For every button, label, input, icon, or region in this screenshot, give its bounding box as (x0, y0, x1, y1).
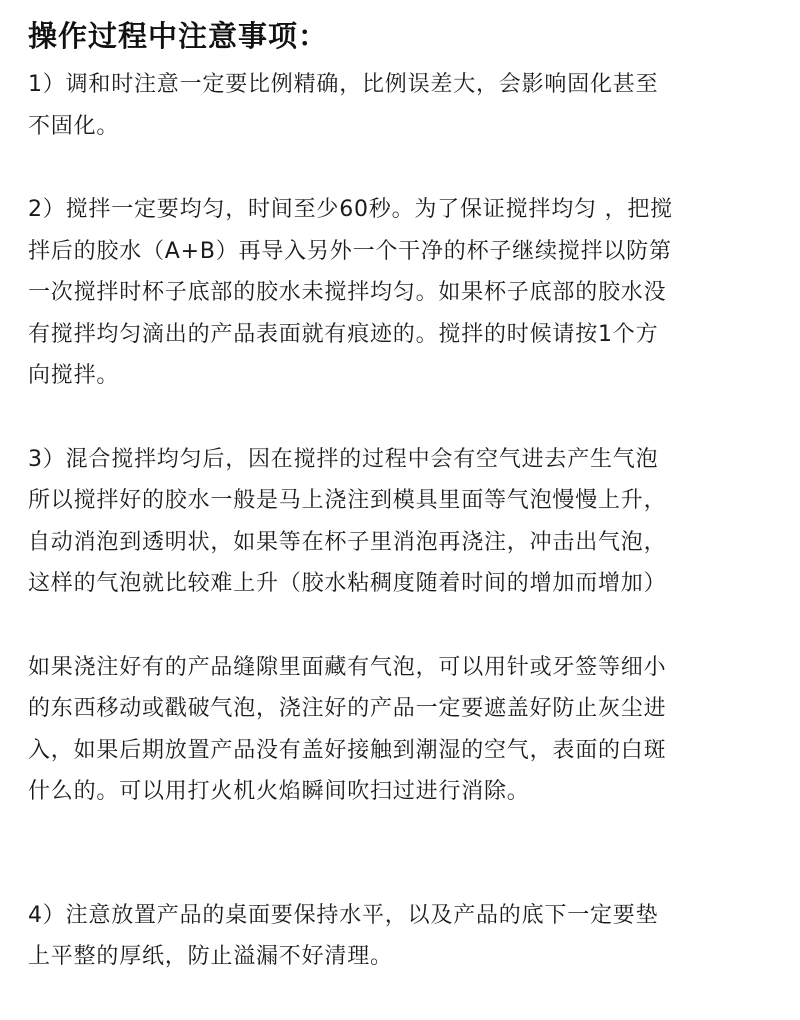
paragraph-spacer (28, 147, 772, 189)
note-paragraph-1: 1）调和时注意一定要比例精确，比例误差大，会影响固化甚至 不固化。 (28, 72, 659, 139)
note-paragraph-bubbles: 如果浇注好有的产品缝隙里面藏有气泡，可以用针或牙签等细小 的东西移动或戳破气泡，浇注好的产品一定要遮盖好防止灰尘进 入，如果后期放置产品没有盖好接触到潮湿的空气，表面的白斑 什么的。可以用打火机火焰瞬间吹扫过进行消除。 (28, 654, 667, 804)
note-paragraph-4: 4）注意放置产品的桌面要保持水平，以及产品的底下一定要垫 上平整的厚纸，防止溢漏不好清理。 (28, 902, 659, 969)
paragraph-spacer (28, 605, 772, 647)
page-title: 操作过程中注意事项： (28, 19, 329, 53)
note-paragraph-2: 2）搅拌一定要均匀，时间至少60秒。为了保证搅拌均匀 ，把搅 拌后的胶水（A+B）再导入另外一个干净的杯子继续搅拌以防第 一次搅拌时杯子底部的胶水未搅拌均匀。如果杯子底部的胶水没 有搅拌均匀滴出的产品表面就有痕迹的。搅拌的时候请按1个方 向搅拌。 (28, 197, 673, 388)
note-paragraph-3: 3）混合搅拌均匀后，因在搅拌的过程中会有空气进去产生气泡 所以搅拌好的胶水一般是马上浇注到模具里面等气泡慢慢上升， 自动消泡到透明状，如果等在杯子里消泡再浇注，冲击出气泡， 这样的气泡就比较难上升（胶水粘稠度随着时间的增加而增加） (28, 446, 667, 596)
paragraph-spacer (28, 813, 772, 895)
paragraph-spacer (28, 397, 772, 439)
